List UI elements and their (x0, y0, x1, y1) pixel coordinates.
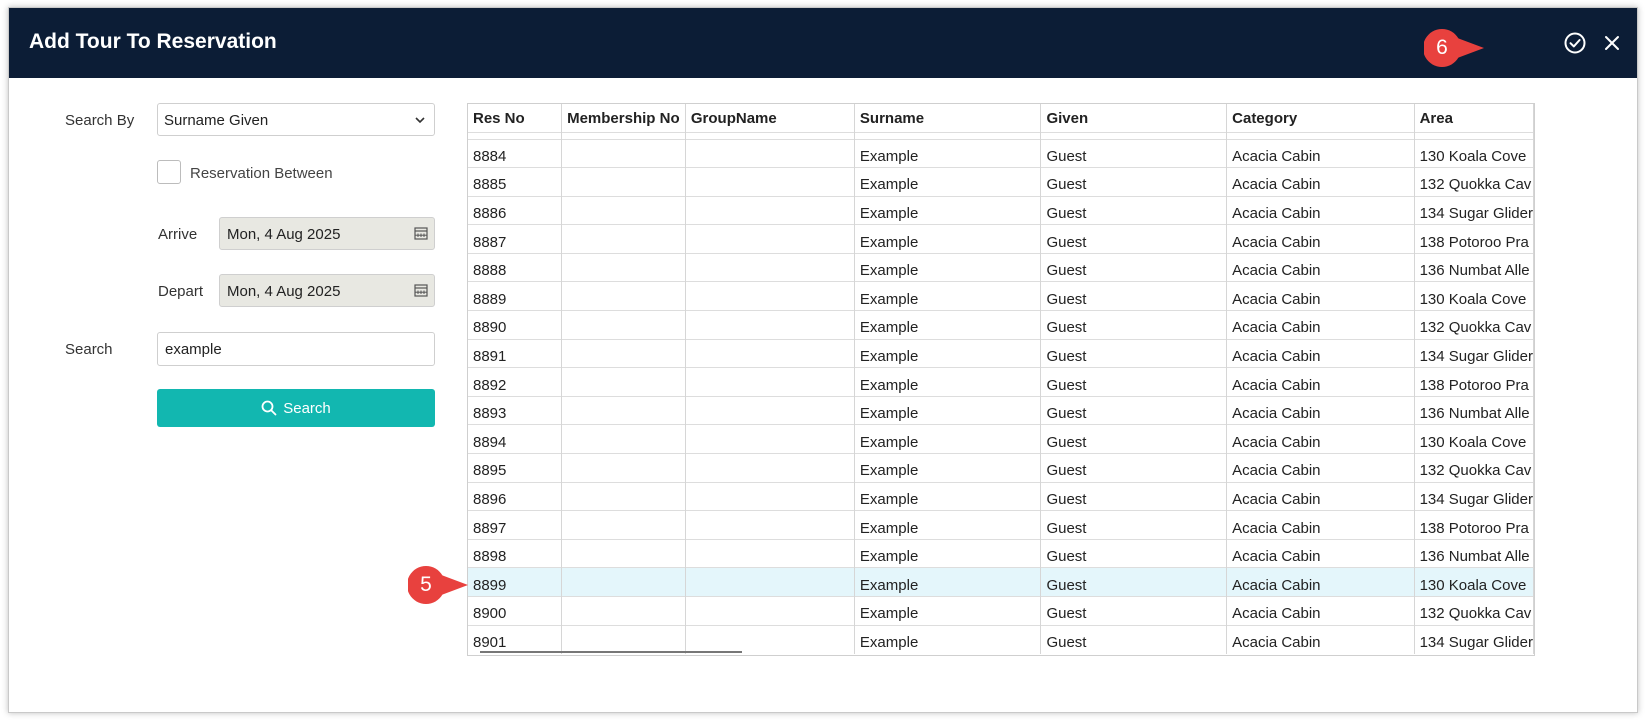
cell-group-name (685, 625, 854, 654)
cell-area: 136 Numbat Alle (1414, 396, 1533, 425)
cell-given: Guest (1041, 396, 1227, 425)
cell-given: Guest (1041, 425, 1227, 454)
cell-area: 132 Quokka Cav (1414, 454, 1533, 483)
cell-surname: Example (854, 168, 1041, 197)
cell-given: Guest (1041, 454, 1227, 483)
cell-surname: Example (854, 368, 1041, 397)
cell-given: Guest (1041, 368, 1227, 397)
search-input-value: example (165, 341, 222, 358)
depart-date-field[interactable] (219, 274, 435, 307)
cell-area: 130 Koala Cove (1414, 139, 1533, 168)
arrive-date-field[interactable] (219, 217, 435, 250)
cell-res-no: 8886 (468, 196, 562, 225)
check-circle-icon (1562, 30, 1588, 56)
cell-category: Acacia Cabin (1227, 454, 1414, 483)
cell-membership-no (562, 225, 686, 254)
cell-category: Acacia Cabin (1227, 311, 1414, 340)
cell-res-no: 8890 (468, 311, 562, 340)
cell-group-name (685, 282, 854, 311)
cell-surname: Example (854, 253, 1041, 282)
cell-category: Acacia Cabin (1227, 196, 1414, 225)
cell-category: Acacia Cabin (1227, 139, 1414, 168)
search-icon (261, 400, 277, 416)
cell-area: 138 Potoroo Pra (1414, 511, 1533, 540)
cell-membership-no (562, 482, 686, 511)
cell-group-name (685, 597, 854, 626)
cell-res-no: 8895 (468, 454, 562, 483)
column-header[interactable]: Res No (468, 104, 562, 132)
cell-membership-no (562, 196, 686, 225)
cell-membership-no (562, 454, 686, 483)
cell-group-name (685, 454, 854, 483)
cell-category: Acacia Cabin (1227, 625, 1414, 654)
cell-area: 136 Numbat Alle (1414, 539, 1533, 568)
cell-area: 138 Potoroo Pra (1414, 368, 1533, 397)
table-row[interactable] (468, 253, 1534, 282)
table-row[interactable] (468, 539, 1534, 568)
search-label: Search (65, 341, 113, 358)
search-by-select[interactable] (157, 103, 435, 136)
step-5-number: 5 (420, 573, 432, 596)
cell-membership-no (562, 368, 686, 397)
cell-membership-no (562, 625, 686, 654)
table-row[interactable] (468, 597, 1534, 626)
table-row[interactable] (468, 511, 1534, 540)
cell-surname: Example (854, 625, 1041, 654)
search-button-label: Search (283, 399, 331, 417)
cell-res-no: 8893 (468, 396, 562, 425)
table-row[interactable] (468, 454, 1534, 483)
cell-res-no: 8892 (468, 368, 562, 397)
cell-group-name (685, 253, 854, 282)
cell-res-no: 8899 (468, 568, 562, 597)
cell-group-name (685, 196, 854, 225)
cell-membership-no (562, 425, 686, 454)
cell-membership-no (562, 168, 686, 197)
dialog-titlebar (9, 8, 1637, 78)
step-6-number: 6 (1436, 36, 1448, 59)
cell-area: 134 Sugar Glider (1414, 482, 1533, 511)
cell-res-no: 8885 (468, 168, 562, 197)
depart-date-value: Mon, 4 Aug 2025 (227, 283, 341, 300)
table-row[interactable] (468, 568, 1534, 597)
cell-category: Acacia Cabin (1227, 225, 1414, 254)
cell-given: Guest (1041, 311, 1227, 340)
cell-given: Guest (1041, 168, 1227, 197)
cell-membership-no (562, 396, 686, 425)
cell-category: Acacia Cabin (1227, 568, 1414, 597)
cell-group-name (685, 311, 854, 340)
calendar-icon[interactable] (414, 283, 428, 297)
column-header[interactable]: Given (1041, 104, 1227, 132)
cell-res-no: 8887 (468, 225, 562, 254)
cell-membership-no (562, 253, 686, 282)
cell-surname: Example (854, 511, 1041, 540)
table-row[interactable] (468, 396, 1534, 425)
column-header[interactable]: Category (1227, 104, 1414, 132)
arrive-label: Arrive (158, 226, 198, 243)
cell-category: Acacia Cabin (1227, 339, 1414, 368)
step-6-callout (1424, 28, 1468, 68)
horizontal-scrollbar[interactable] (480, 651, 742, 653)
dialog-title: Add Tour To Reservation (29, 30, 277, 53)
table-row[interactable] (468, 425, 1534, 454)
table-row[interactable] (468, 225, 1534, 254)
cell-category: Acacia Cabin (1227, 282, 1414, 311)
depart-label: Depart (158, 283, 204, 300)
cell-surname: Example (854, 454, 1041, 483)
cell-membership-no (562, 539, 686, 568)
column-header[interactable]: Area (1414, 104, 1533, 132)
cell-surname: Example (854, 196, 1041, 225)
cell-membership-no (562, 568, 686, 597)
cell-res-no: 8897 (468, 511, 562, 540)
cell-group-name (685, 482, 854, 511)
cell-group-name (685, 225, 854, 254)
cell-given: Guest (1041, 568, 1227, 597)
table-row[interactable] (468, 196, 1534, 225)
cell-given: Guest (1041, 339, 1227, 368)
cell-surname: Example (854, 597, 1041, 626)
cell-group-name (685, 368, 854, 397)
cell-given: Guest (1041, 139, 1227, 168)
cell-res-no: 8889 (468, 282, 562, 311)
cell-given: Guest (1041, 196, 1227, 225)
reservation-between-label: Reservation Between (190, 165, 333, 182)
table-header-row (468, 104, 1534, 132)
cell-surname: Example (854, 539, 1041, 568)
cell-surname: Example (854, 482, 1041, 511)
cell-membership-no (562, 339, 686, 368)
add-tour-dialog (8, 7, 1638, 713)
cell-area: 136 Numbat Alle (1414, 253, 1533, 282)
cell-membership-no (562, 282, 686, 311)
step-5-callout (408, 565, 452, 605)
cell-given: Guest (1041, 625, 1227, 654)
search-button[interactable] (157, 389, 435, 427)
cell-given: Guest (1041, 539, 1227, 568)
close-button[interactable] (1599, 30, 1625, 56)
cell-res-no: 8888 (468, 253, 562, 282)
reservations-grid (467, 103, 1535, 656)
cell-area: 130 Koala Cove (1414, 425, 1533, 454)
table-row[interactable] (468, 311, 1534, 340)
table-row[interactable] (468, 139, 1534, 168)
arrive-date-value: Mon, 4 Aug 2025 (227, 226, 341, 243)
cell-area: 134 Sugar Glider (1414, 625, 1533, 654)
cell-surname: Example (854, 311, 1041, 340)
cell-group-name (685, 568, 854, 597)
cell-area: 138 Potoroo Pra (1414, 225, 1533, 254)
cell-surname: Example (854, 282, 1041, 311)
cell-category: Acacia Cabin (1227, 511, 1414, 540)
cell-category: Acacia Cabin (1227, 482, 1414, 511)
calendar-icon[interactable] (414, 226, 428, 240)
cell-group-name (685, 339, 854, 368)
cell-group-name (685, 539, 854, 568)
search-by-value: Surname Given (164, 112, 269, 129)
cell-membership-no (562, 511, 686, 540)
reservation-between-checkbox[interactable] (157, 160, 181, 184)
cell-category: Acacia Cabin (1227, 597, 1414, 626)
cell-membership-no (562, 311, 686, 340)
cell-surname: Example (854, 425, 1041, 454)
cell-surname: Example (854, 225, 1041, 254)
cell-given: Guest (1041, 482, 1227, 511)
search-input[interactable] (157, 332, 435, 366)
cell-area: 130 Koala Cove (1414, 568, 1533, 597)
cell-given: Guest (1041, 282, 1227, 311)
close-icon (1599, 30, 1625, 56)
table-row[interactable] (468, 282, 1534, 311)
cell-res-no: 8884 (468, 139, 562, 168)
chevron-down-icon (414, 114, 426, 126)
cell-surname: Example (854, 568, 1041, 597)
cell-surname: Example (854, 139, 1041, 168)
cell-res-no: 8894 (468, 425, 562, 454)
cell-given: Guest (1041, 597, 1227, 626)
cell-res-no: 8901 (468, 625, 562, 654)
cell-category: Acacia Cabin (1227, 368, 1414, 397)
cell-area: 132 Quokka Cav (1414, 597, 1533, 626)
table-row[interactable] (468, 625, 1534, 654)
cell-category: Acacia Cabin (1227, 168, 1414, 197)
cell-area: 134 Sugar Glider (1414, 196, 1533, 225)
cell-given: Guest (1041, 225, 1227, 254)
table-row[interactable] (468, 368, 1534, 397)
cell-res-no: 8891 (468, 339, 562, 368)
reservations-table (468, 104, 1534, 654)
cell-category: Acacia Cabin (1227, 539, 1414, 568)
cell-surname: Example (854, 396, 1041, 425)
cell-group-name (685, 396, 854, 425)
cell-area: 134 Sugar Glider (1414, 339, 1533, 368)
cell-given: Guest (1041, 253, 1227, 282)
column-header[interactable]: Surname (854, 104, 1041, 132)
table-row[interactable] (468, 339, 1534, 368)
cell-area: 132 Quokka Cav (1414, 168, 1533, 197)
confirm-button[interactable] (1562, 30, 1588, 56)
partial-row (468, 132, 1534, 139)
cell-area: 130 Koala Cove (1414, 282, 1533, 311)
cell-category: Acacia Cabin (1227, 253, 1414, 282)
column-header[interactable]: GroupName (685, 104, 854, 132)
cell-area: 132 Quokka Cav (1414, 311, 1533, 340)
search-by-label: Search By (65, 112, 135, 129)
cell-group-name (685, 168, 854, 197)
cell-group-name (685, 139, 854, 168)
cell-res-no: 8898 (468, 539, 562, 568)
cell-group-name (685, 425, 854, 454)
cell-membership-no (562, 139, 686, 168)
cell-res-no: 8900 (468, 597, 562, 626)
cell-surname: Example (854, 339, 1041, 368)
column-header[interactable]: Membership No (562, 104, 686, 132)
table-row[interactable] (468, 482, 1534, 511)
cell-category: Acacia Cabin (1227, 396, 1414, 425)
cell-group-name (685, 511, 854, 540)
cell-res-no: 8896 (468, 482, 562, 511)
cell-category: Acacia Cabin (1227, 425, 1414, 454)
cell-given: Guest (1041, 511, 1227, 540)
table-row[interactable] (468, 168, 1534, 197)
cell-membership-no (562, 597, 686, 626)
